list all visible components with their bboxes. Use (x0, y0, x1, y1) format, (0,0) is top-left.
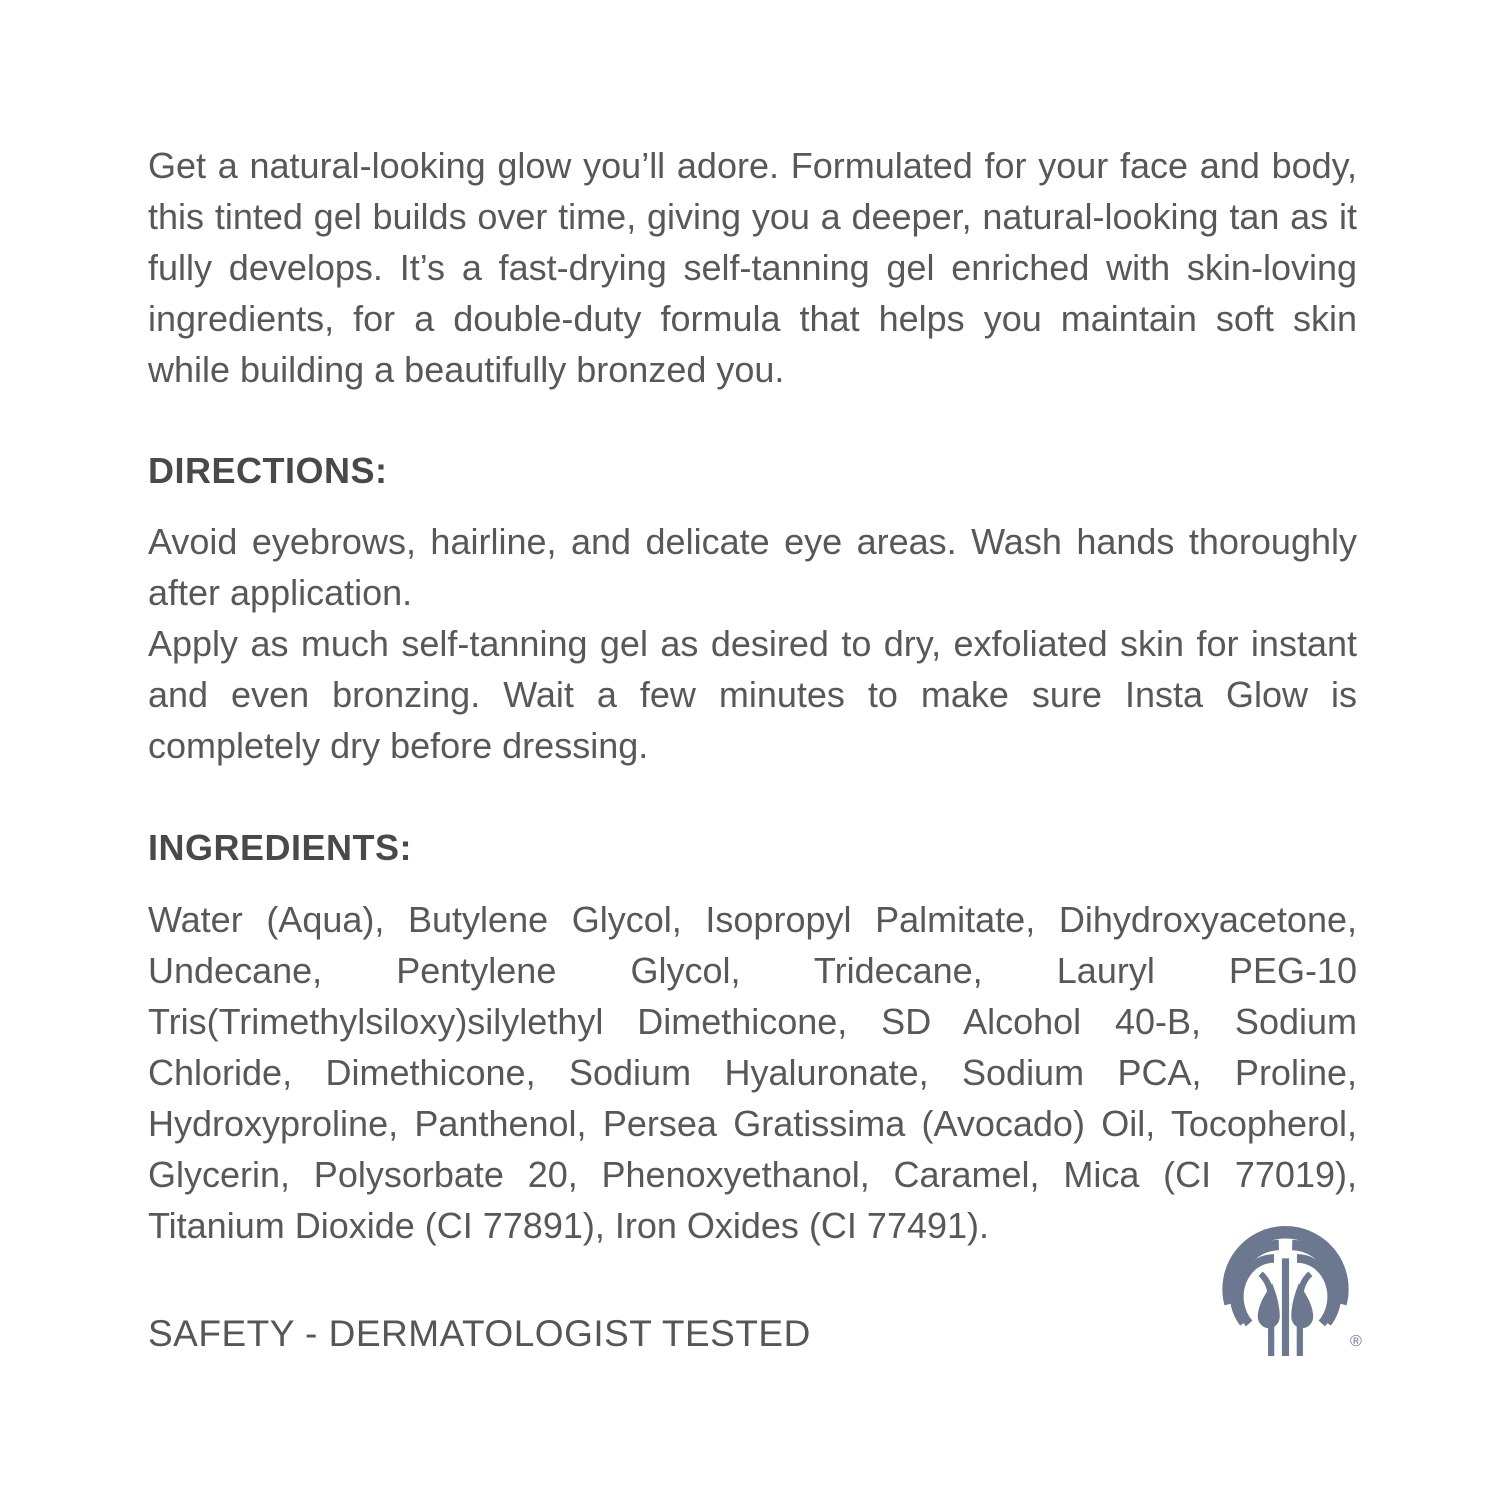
intro-paragraph: Get a natural-looking glow you’ll adore. Formulated for your face and body, this tinted gel builds over time, giving you a deeper, natural-looking tan as it fully develops. It’s a fast-drying self-tanning gel enriched with skin-loving ingredients, for a double-duty formula that helps you maintain soft skin while building a beautifully bronzed you. (148, 145, 1357, 390)
directions-paragraph-1: Avoid eyebrows, hairline, and delicate eye areas. Wash hands thoroughly after application. (148, 521, 1357, 613)
directions-heading: DIRECTIONS: (148, 450, 388, 491)
fountain-emblem-icon (1218, 1224, 1370, 1356)
ingredients-paragraph: Water (Aqua), Butylene Glycol, Isopropyl Palmitate, Dihydroxyacetone, Undecane, Pentylene Glycol, Tridecane, Lauryl PEG-10 Tris(Trimethylsiloxy)silylethyl Dimethicone, SD Alcohol 40-B, Sodium Chloride, Dimethicone, Sodium Hyaluronate, Sodium PCA, Proline, Hydroxyproline, Panthenol, Persea Gratissima (Avocado) Oil, Tocopherol, Glycerin, Polysorbate 20, Phenoxyethanol, Caramel, Mica (CI 77019), Titanium Dioxide (CI 77891), Iron Oxides (CI 77491). (148, 899, 1357, 1246)
directions-paragraph-2: Apply as much self-tanning gel as desired to dry, exfoliated skin for instant and even bronzing. Wait a few minutes to make sure Insta Glow is completely dry before dressing. (148, 623, 1357, 766)
ingredients-heading: INGREDIENTS: (148, 827, 413, 868)
brand-logo (1218, 1224, 1370, 1356)
safety-note: SAFETY - DERMATOLOGIST TESTED (148, 1313, 811, 1354)
registered-trademark: ® (1350, 1333, 1362, 1350)
text-content (148, 140, 1357, 1359)
